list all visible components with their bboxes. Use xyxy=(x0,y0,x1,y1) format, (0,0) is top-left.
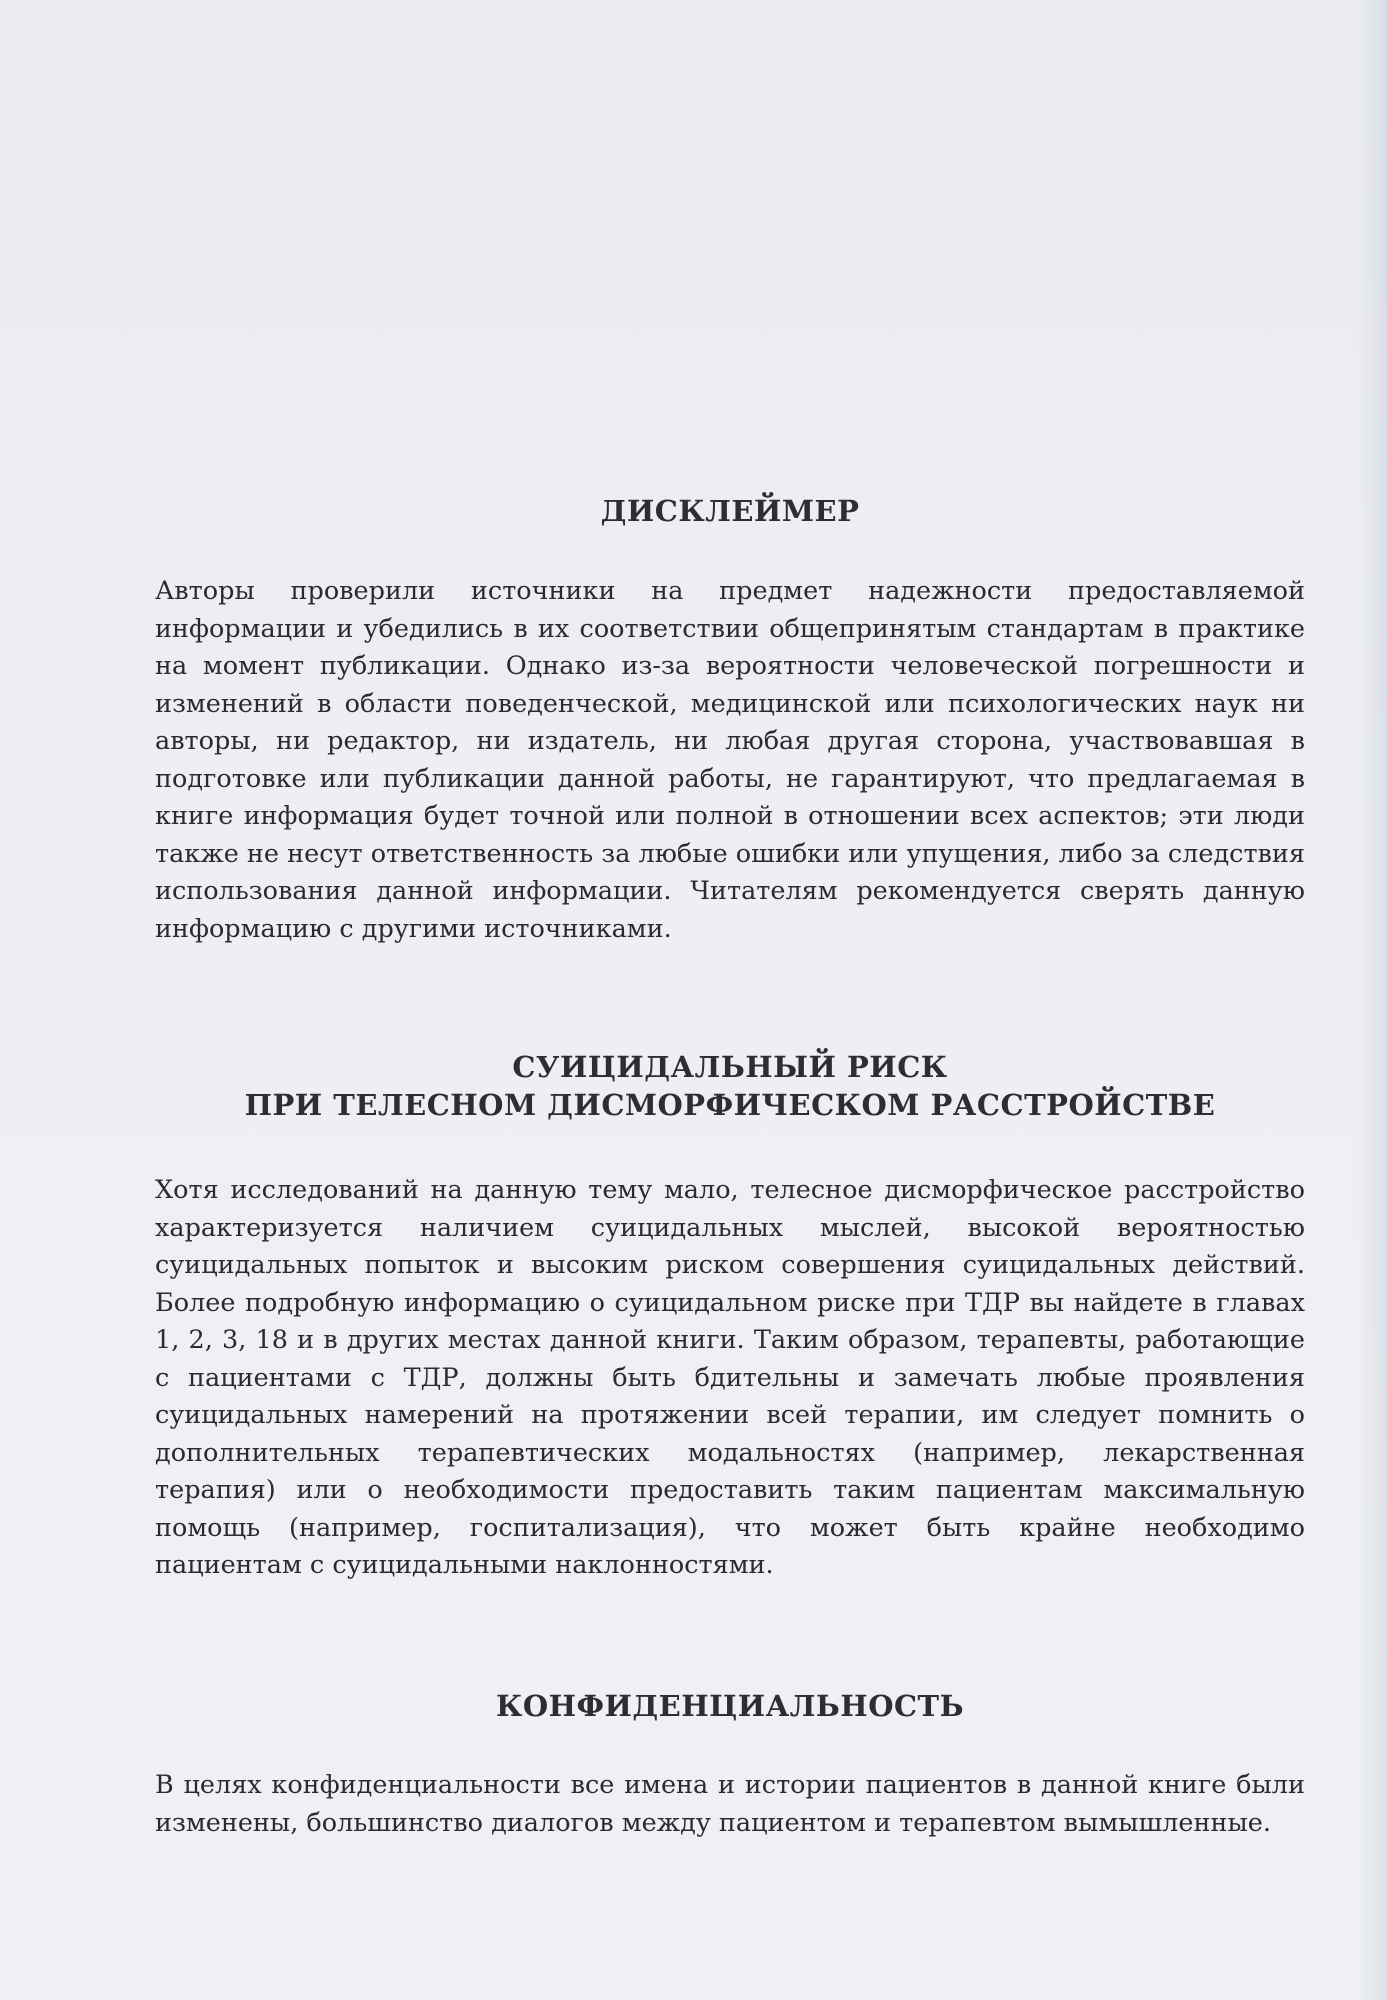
disclaimer-heading: ДИСКЛЕЙМЕР xyxy=(600,494,860,528)
confidentiality-heading: КОНФИДЕНЦИАЛЬНОСТЬ xyxy=(495,1689,965,1723)
suicide-risk-heading-line1: СУИЦИДАЛЬНЫЙ РИСК xyxy=(512,1050,948,1084)
page-edge-shadow xyxy=(1357,0,1387,2000)
suicide-risk-heading xyxy=(155,1048,1305,1124)
suicide-risk-paragraph: Хотя исследований на данную тему мало, телесное дисморфическое расстройство характеризуется наличием суицидальных мыслей, высокой вероятностью суицидальных попыток и высоким риском совершения суицидальных действий. Более подробную информацию о суицидальном риске при ТДР вы найдете в главах 1, 2, 3, 18 и в других местах данной книги. Таким образом, терапевты, работающие с пациентами с ТДР, должны быть бдительны и замечать любые проявления суицидальных намерений на протяжении всей терапии, им следует помнить о дополнительных терапевтических модальностях (например, лекарственная терапия) или о необходимости предоставить таким пациентам максимальную помощь (например, госпитализация), что может быть крайне необходимо пациентам с суицидальными наклонностями. xyxy=(155,1175,1305,1580)
confidentiality-paragraph: В целях конфиденциальности все имена и истории пациентов в данной книге были изменены, большинство диалогов между пациентом и терапевтом вымышленные. xyxy=(155,1770,1305,1838)
suicide-risk-heading-line2: ПРИ ТЕЛЕСНОМ ДИСМОРФИЧЕСКОМ РАССТРОЙСТВЕ xyxy=(244,1088,1216,1122)
disclaimer-paragraph: Авторы проверили источники на предмет надежности предоставляемой информации и убедились в их соответствии общепринятым стандартам в практике на момент публикации. Однако из-за вероятности человеческой погрешности и изменений в области поведенческой, медицинской или психологических наук ни авторы, ни редактор, ни издатель, ни любая другая сторона, участвовавшая в подготовке или публикации данной работы, не гарантируют, что предлагаемая в книге информация будет точной или полной в отношении всех аспектов; эти люди также не несут ответственность за любые ошибки или упущения, либо за следствия использования данной информации. Читателям рекомендуется сверять данную информацию с другими источниками. xyxy=(155,576,1305,944)
